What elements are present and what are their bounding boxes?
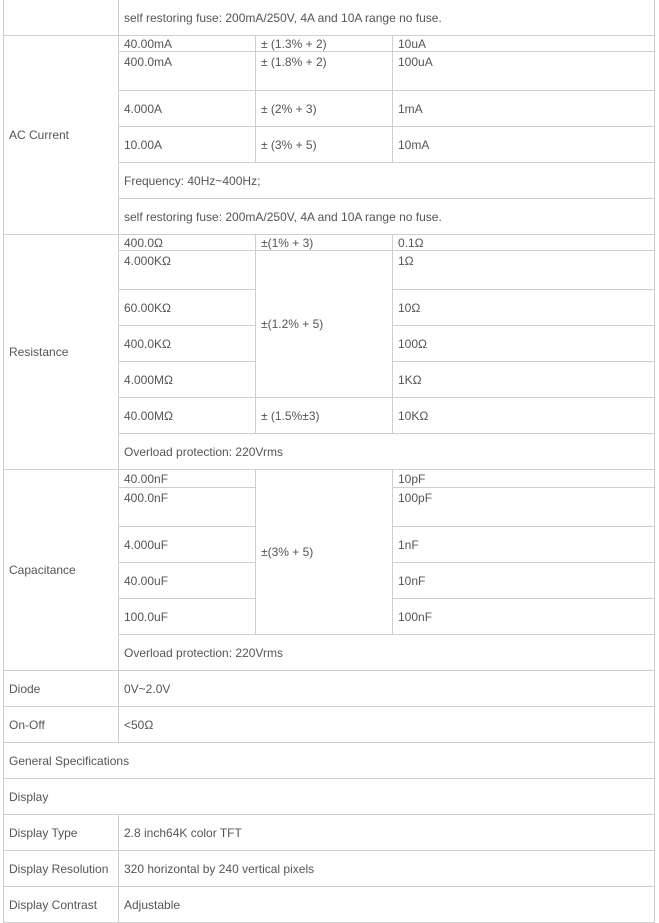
display-type-label: Display Type — [4, 815, 119, 851]
accuracy-cell: ±(1% + 3) — [256, 235, 393, 251]
accuracy-cell: ± (1.8% + 2) — [256, 52, 393, 91]
table-row — [4, 36, 655, 52]
table-row — [4, 235, 655, 251]
table-row — [4, 779, 655, 815]
display-resolution-value: 320 horizontal by 240 vertical pixels — [119, 851, 655, 887]
table-row — [4, 815, 655, 851]
table-row — [4, 0, 655, 36]
display-resolution-label: Display Resolution — [4, 851, 119, 887]
table-row — [4, 887, 655, 923]
resolution-cell: 100Ω — [393, 326, 655, 362]
range-cell: 40.00uF — [119, 563, 256, 599]
on-off-label: On-Off — [4, 707, 119, 743]
range-cell: 60.00KΩ — [119, 290, 256, 326]
resolution-cell: 100pF — [393, 488, 655, 527]
ac-frequency-note: Frequency: 40Hz~400Hz; — [119, 163, 655, 199]
range-cell: 4.000uF — [119, 527, 256, 563]
on-off-value: <50Ω — [119, 707, 655, 743]
range-cell: 100.0uF — [119, 599, 256, 635]
resolution-cell: 1KΩ — [393, 362, 655, 398]
resolution-cell: 100uA — [393, 52, 655, 91]
range-cell: 40.00nF — [119, 470, 256, 488]
range-cell: 400.0nF — [119, 488, 256, 527]
table-row — [4, 851, 655, 887]
capacitance-overload-note: Overload protection: 220Vrms — [119, 635, 655, 671]
dc-fuse-note: self restoring fuse: 200mA/250V, 4A and 10A range no fuse. — [119, 0, 655, 36]
range-cell: 40.00MΩ — [119, 398, 256, 434]
accuracy-cell: ± (1.3% + 2) — [256, 36, 393, 52]
resolution-cell: 1mA — [393, 91, 655, 127]
range-cell: 4.000MΩ — [119, 362, 256, 398]
capacitance-label: Capacitance — [4, 470, 119, 671]
resolution-cell: 1Ω — [393, 251, 655, 290]
display-contrast-label: Display Contrast — [4, 887, 119, 923]
resolution-cell: 10nF — [393, 563, 655, 599]
resolution-cell: 10uA — [393, 36, 655, 52]
range-cell: 400.0Ω — [119, 235, 256, 251]
resolution-cell: 0.1Ω — [393, 235, 655, 251]
display-heading: Display — [4, 779, 655, 815]
resistance-label: Resistance — [4, 235, 119, 470]
display-contrast-value: Adjustable — [119, 887, 655, 923]
accuracy-cell: ± (1.5%±3) — [256, 398, 393, 434]
resistance-overload-note: Overload protection: 220Vrms — [119, 434, 655, 470]
table-row — [4, 470, 655, 488]
display-type-value: 2.8 inch64K color TFT — [119, 815, 655, 851]
range-cell: 40.00mA — [119, 36, 256, 52]
range-cell: 4.000KΩ — [119, 251, 256, 290]
resolution-cell: 10KΩ — [393, 398, 655, 434]
range-cell: 400.0KΩ — [119, 326, 256, 362]
diode-value: 0V~2.0V — [119, 671, 655, 707]
range-cell: 400.0mA — [119, 52, 256, 91]
resolution-cell: 10mA — [393, 127, 655, 163]
ac-current-label: AC Current — [4, 36, 119, 235]
table-row — [4, 743, 655, 779]
range-cell: 10.00A — [119, 127, 256, 163]
capacitance-merged-accuracy: ±(3% + 5) — [256, 470, 393, 635]
ac-fuse-note: self restoring fuse: 200mA/250V, 4A and 10A range no fuse. — [119, 199, 655, 235]
accuracy-cell: ± (3% + 5) — [256, 127, 393, 163]
spec-table — [3, 0, 655, 923]
range-cell: 4.000A — [119, 91, 256, 127]
diode-label: Diode — [4, 671, 119, 707]
resolution-cell: 10Ω — [393, 290, 655, 326]
resistance-merged-accuracy: ±(1.2% + 5) — [256, 251, 393, 398]
resolution-cell: 10pF — [393, 470, 655, 488]
general-specs-heading: General Specifications — [4, 743, 655, 779]
spec-label-empty — [4, 0, 119, 36]
resolution-cell: 1nF — [393, 527, 655, 563]
accuracy-cell: ± (2% + 3) — [256, 91, 393, 127]
resolution-cell: 100nF — [393, 599, 655, 635]
table-row — [4, 707, 655, 743]
table-row — [4, 671, 655, 707]
